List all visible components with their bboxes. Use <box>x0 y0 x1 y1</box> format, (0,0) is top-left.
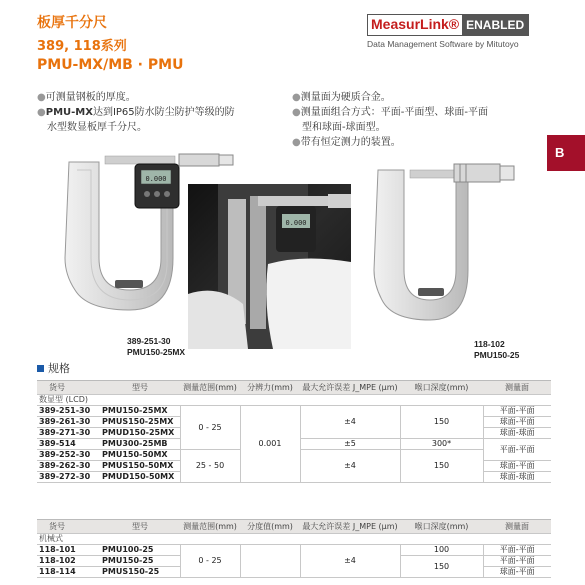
feature-list-right <box>292 90 552 150</box>
feature-item: ●带有恒定测力的装置。 <box>292 137 401 148</box>
table-row: 118-101 PMU100-25 0 - 25 ±4 100 平面-平面 <box>37 545 551 556</box>
table-group-row: 数显型 (LCD) <box>37 395 551 406</box>
table-group-row: 机械式 <box>37 534 551 545</box>
bullet-icon: ● <box>292 137 301 148</box>
feature-item: ●测量面组合方式：平面-平面型、球面-平面 <box>292 107 488 118</box>
caption-left: 389-251-30 PMU150-25MX <box>127 336 186 357</box>
logo-enabled: ENABLED <box>462 15 528 35</box>
micrometer-mechanical-image <box>370 160 530 345</box>
table-row: 389-262-30 PMUS150-50MX 球面-平面 <box>37 461 551 472</box>
measurlink-logo <box>367 14 529 36</box>
usage-photo-graphic <box>188 184 351 349</box>
table-row: 118-114 PMUS150-25 球面-平面 <box>37 567 551 578</box>
feature-list-left <box>37 90 287 135</box>
table-row: 389-252-30 PMU150-50MX 25 - 50 ±4 150 <box>37 450 551 461</box>
feature-item: ●测量面为硬质合金。 <box>292 92 391 103</box>
feature-item: ●PMU-MX达到IP65防水防尘防护等级的防 <box>37 107 235 118</box>
logo-subtitle: Data Management Software by Mitutoyo <box>367 39 519 49</box>
feature-item-cont: 水型数显板厚千分尺。 <box>47 122 147 133</box>
table-row: 389-261-30 PMUS150-25MX 球面-平面 <box>37 417 551 428</box>
series-label: 389, 118系列 <box>37 39 127 54</box>
feature-item: ●可测量钢板的厚度。 <box>37 92 136 103</box>
square-icon <box>37 365 44 372</box>
bullet-icon: ● <box>292 107 301 118</box>
caption-right: 118-102 PMU150-25 <box>474 339 520 360</box>
svg-text:0.000: 0.000 <box>145 175 167 183</box>
table-row: 389-271-30 PMUD150-25MX 球面-球面 <box>37 428 551 439</box>
bullet-icon: ● <box>292 92 301 103</box>
table-row: 389-272-30 PMUD150-50MX 球面-球面 <box>37 472 551 483</box>
table-row: 389-251-30 PMU150-25MX 0 - 25 0.001 ±4 150 平面-平面 <box>37 406 551 417</box>
table-header-row: 货号 型号 测量范围(mm) 分度值(mm) 最大允许误差 J_MPE (μm) 喉口深度(mm) 测量面 <box>37 520 551 534</box>
feature-item-cont: 型和球面-球面型。 <box>302 122 386 133</box>
spec-table-mechanical <box>37 519 551 578</box>
bullet-icon: ● <box>37 92 46 103</box>
spec-heading: 规格 <box>37 360 70 376</box>
usage-photo <box>188 184 351 349</box>
spec-table-digital <box>37 380 551 483</box>
table-header-row: 货号 型号 测量范围(mm) 分辨力(mm) 最大允许误差 J_MPE (μm) 喉口深度(mm) 测量面 <box>37 381 551 395</box>
page-title: 板厚千分尺 <box>37 15 107 31</box>
table-row: 118-102 PMU150-25 150 平面-平面 <box>37 556 551 567</box>
logo-brand: MeasurLink® <box>368 15 462 35</box>
model-label: PMU-MX/MB · PMU <box>37 57 184 73</box>
table-row: 389-514 PMU300-25MB ±5 300* 平面-平面 <box>37 439 551 450</box>
section-tab: B <box>547 135 585 171</box>
svg-text:0.000: 0.000 <box>285 219 307 227</box>
bullet-icon: ● <box>37 107 46 118</box>
